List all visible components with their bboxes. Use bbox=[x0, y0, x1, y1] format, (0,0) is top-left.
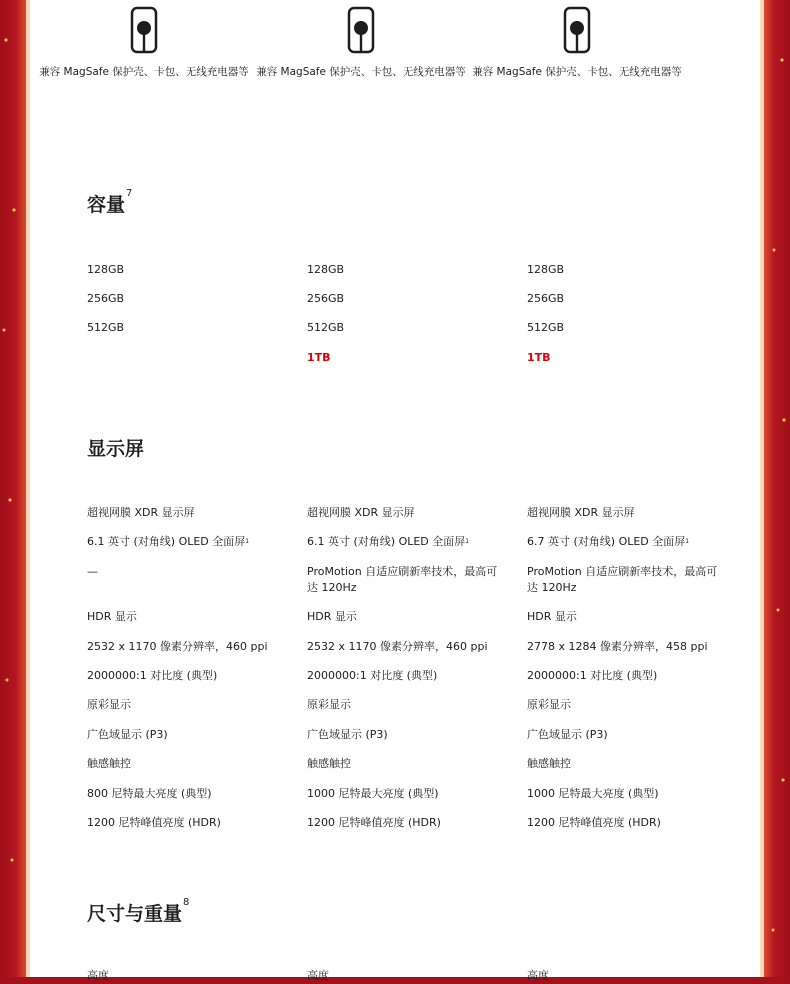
display-promotion: — bbox=[87, 565, 98, 578]
display-resolution: 2532 x 1170 像素分辨率，460 ppi bbox=[307, 640, 488, 653]
magsafe-item bbox=[241, 6, 481, 79]
display-p3: 广色域显示 (P3) bbox=[527, 728, 608, 741]
display-size-text: 6.1 英寸 (对角线) OLED 全面屏 bbox=[307, 535, 466, 548]
capacity-value: 512GB bbox=[527, 321, 565, 334]
display-size bbox=[527, 534, 689, 550]
display-type: 超视网膜 XDR 显示屏 bbox=[87, 506, 195, 519]
display-contrast: 2000000:1 对比度 (典型) bbox=[87, 669, 218, 682]
display-contrast: 2000000:1 对比度 (典型) bbox=[307, 669, 438, 682]
display-size-text: 6.1 英寸 (对角线) OLED 全面屏 bbox=[87, 535, 246, 548]
capacity-value: 512GB bbox=[87, 321, 125, 334]
right-decorative-border bbox=[764, 0, 790, 977]
display-brightness: 1000 尼特最大亮度 (典型) bbox=[307, 787, 439, 800]
capacity-value-highlight: 1TB bbox=[307, 351, 331, 364]
display-haptic: 触感触控 bbox=[527, 757, 571, 770]
display-p3: 广色域显示 (P3) bbox=[87, 728, 168, 741]
magsafe-row bbox=[30, 6, 760, 86]
display-peak: 1200 尼特峰值亮度 (HDR) bbox=[307, 816, 441, 829]
magsafe-item bbox=[24, 6, 264, 79]
display-promotion: ProMotion 自适应刷新率技术，最高可达 120Hz bbox=[527, 565, 718, 594]
display-hdr: HDR 显示 bbox=[87, 610, 137, 623]
size-weight-label: 高度 bbox=[87, 969, 109, 982]
display-brightness: 800 尼特最大亮度 (典型) bbox=[87, 787, 212, 800]
size-weight-label: 高度 bbox=[307, 969, 329, 982]
display-hdr: HDR 显示 bbox=[307, 610, 357, 623]
display-brightness: 1000 尼特最大亮度 (典型) bbox=[527, 787, 659, 800]
display-haptic: 触感触控 bbox=[87, 757, 131, 770]
footnote-mark: 1 bbox=[465, 538, 470, 545]
display-peak: 1200 尼特峰值亮度 (HDR) bbox=[87, 816, 221, 829]
display-type: 超视网膜 XDR 显示屏 bbox=[307, 506, 415, 519]
spec-card bbox=[26, 0, 764, 982]
magsafe-text: 兼容 MagSafe 保护壳、卡包、无线充电器等 bbox=[39, 66, 249, 78]
capacity-value: 256GB bbox=[87, 292, 125, 305]
capacity-value: 128GB bbox=[307, 263, 345, 276]
capacity-value: 256GB bbox=[307, 292, 345, 305]
display-contrast: 2000000:1 对比度 (典型) bbox=[527, 669, 658, 682]
magsafe-phone-icon bbox=[130, 6, 158, 54]
magsafe-text: 兼容 MagSafe 保护壳、卡包、无线充电器等 bbox=[256, 66, 466, 78]
display-title: 显示屏 bbox=[87, 438, 145, 460]
magsafe-phone-icon bbox=[347, 6, 375, 54]
size-weight-title bbox=[87, 899, 189, 926]
size-weight-title-text: 尺寸与重量 bbox=[87, 903, 183, 925]
magsafe-phone-icon bbox=[563, 6, 591, 54]
magsafe-text: 兼容 MagSafe 保护壳、卡包、无线充电器等 bbox=[472, 66, 682, 78]
display-truetone: 原彩显示 bbox=[527, 698, 571, 711]
display-resolution: 2778 x 1284 像素分辨率，458 ppi bbox=[527, 640, 708, 653]
footnote-mark: 1 bbox=[245, 538, 250, 545]
capacity-value: 256GB bbox=[527, 292, 565, 305]
display-hdr: HDR 显示 bbox=[527, 610, 577, 623]
display-promotion: ProMotion 自适应刷新率技术，最高可达 120Hz bbox=[307, 565, 498, 594]
capacity-title bbox=[87, 190, 132, 217]
size-weight-footnote: 8 bbox=[183, 897, 190, 908]
display-truetone: 原彩显示 bbox=[307, 698, 351, 711]
display-type: 超视网膜 XDR 显示屏 bbox=[527, 506, 635, 519]
display-p3: 广色域显示 (P3) bbox=[307, 728, 388, 741]
display-resolution: 2532 x 1170 像素分辨率，460 ppi bbox=[87, 640, 268, 653]
display-peak: 1200 尼特峰值亮度 (HDR) bbox=[527, 816, 661, 829]
capacity-value: 128GB bbox=[527, 263, 565, 276]
capacity-value: 512GB bbox=[307, 321, 345, 334]
left-decorative-border bbox=[0, 0, 26, 977]
display-truetone: 原彩显示 bbox=[87, 698, 131, 711]
magsafe-item bbox=[457, 6, 697, 79]
capacity-footnote: 7 bbox=[126, 188, 133, 199]
capacity-value-highlight: 1TB bbox=[527, 351, 551, 364]
display-size bbox=[87, 534, 249, 550]
size-weight-label: 高度 bbox=[527, 969, 549, 982]
display-size bbox=[307, 534, 469, 550]
display-haptic: 触感触控 bbox=[307, 757, 351, 770]
footnote-mark: 1 bbox=[685, 538, 690, 545]
display-size-text: 6.7 英寸 (对角线) OLED 全面屏 bbox=[527, 535, 686, 548]
capacity-title-text: 容量 bbox=[87, 194, 126, 216]
capacity-value: 128GB bbox=[87, 263, 125, 276]
